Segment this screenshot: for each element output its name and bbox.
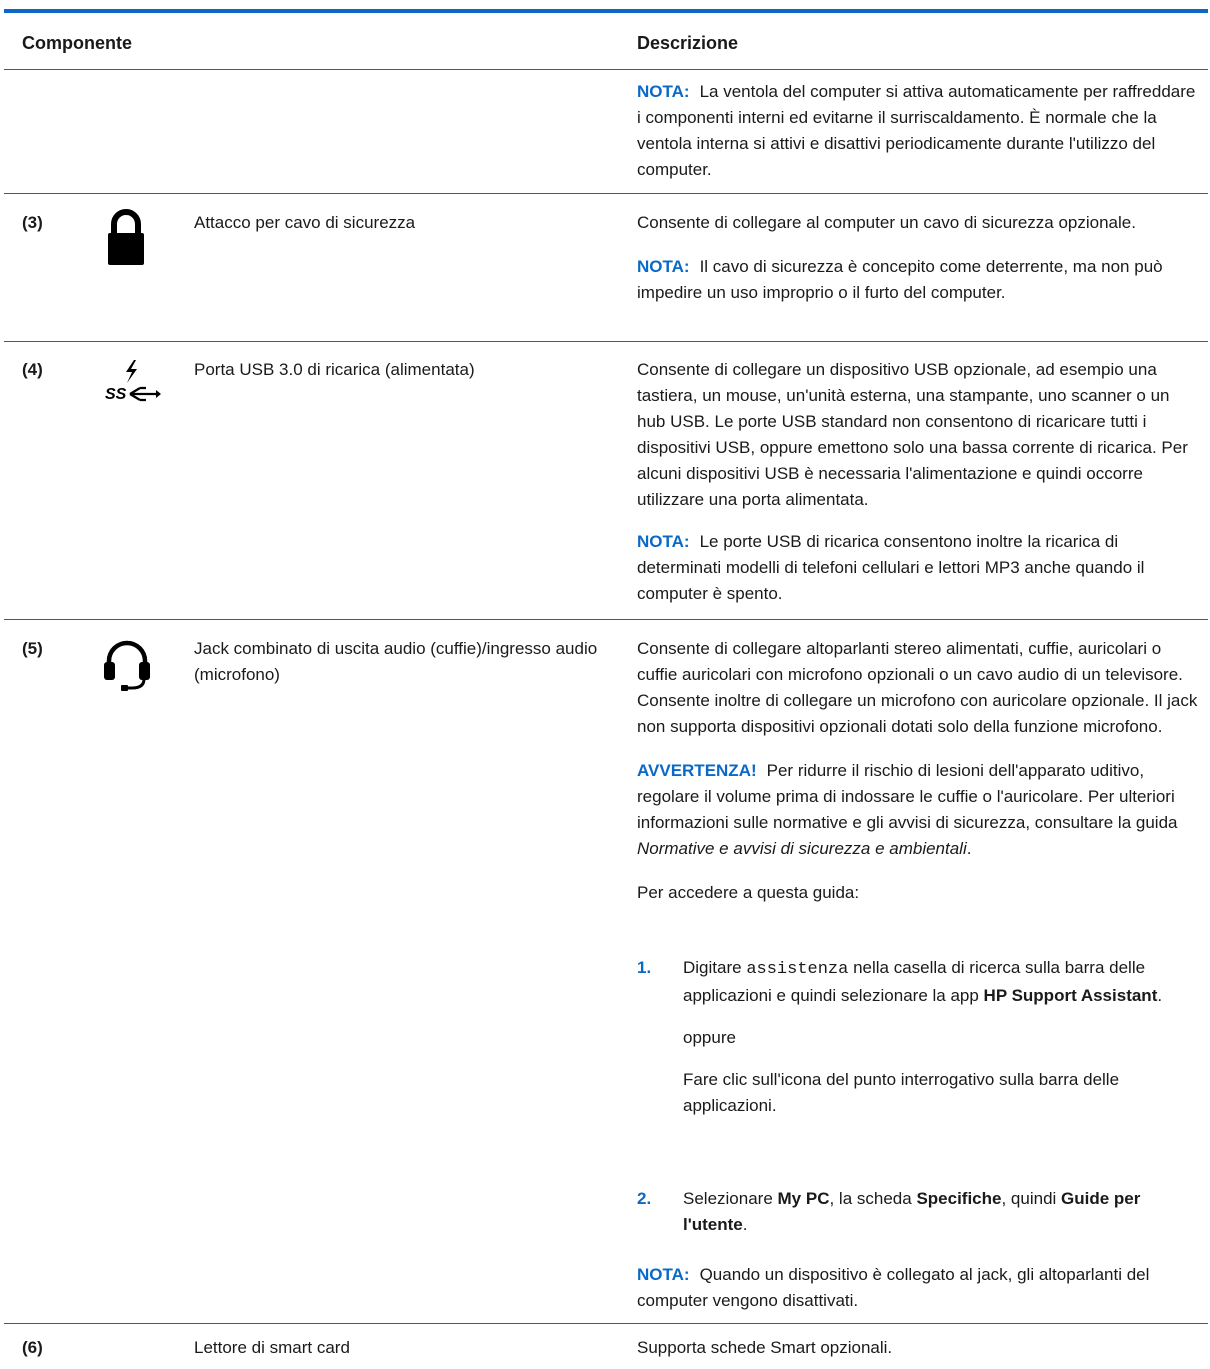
warning-text-end: . [966,839,972,858]
user-guides-link: Guide per l'utente [683,1189,1141,1234]
note-paragraph [637,529,1202,607]
note-paragraph [637,1262,1202,1314]
header-divider [4,69,1208,70]
note-paragraph [637,254,1202,306]
step-text: nella casella di ricerca sulla barra delle applicazioni e quindi selezionare la app [683,958,1146,1005]
table-row-continuation [637,79,1202,183]
alt-step-text: Fare clic sull'icona del punto interrogativo sulla barra delle applicazioni. [683,1070,1120,1115]
step-2 [683,1186,1203,1238]
row-number: (6) [22,1338,43,1357]
row-number: (5) [22,639,43,658]
description-text: Consente di collegare al computer un cavo di sicurezza opzionale. [637,213,1136,232]
note-label: NOTA: [637,82,690,101]
usb-charging-icon [104,357,162,415]
note-text: Il cavo di sicurezza è concepito come deterrente, ma non può impedire un uso improprio o il furto del computer. [637,257,1163,302]
or-text: oppure [683,1028,736,1047]
warning-text: Per ridurre il rischio di lesioni dell'apparato uditivo, regolare il volume prima di indossare le cuffie o l'auricolare. Per ulteriori informazioni sulle normative e gli avvisi di sicurezza, consultare la guida [637,761,1178,832]
step-text: , la scheda [829,1189,917,1208]
note-paragraph [637,79,1202,183]
warning-label: AVVERTENZA! [637,761,757,780]
component-description [637,636,1202,906]
step-text-end: . [1157,986,1163,1005]
note-label: NOTA: [637,1265,690,1284]
row-number: (3) [22,213,43,232]
step-text: Selezionare [683,1189,778,1208]
component-description [637,357,1202,607]
component-name: Jack combinato di uscita audio (cuffie)/ingresso audio (microfono) [194,639,598,684]
component-name: Porta USB 3.0 di ricarica (alimentata) [194,360,475,379]
search-term: assistenza [746,960,849,979]
access-intro: Per accedere a questa guida: [637,883,860,902]
column-header-component: Componente [22,33,132,53]
note-text: La ventola del computer si attiva automaticamente per raffreddare i componenti interni ed evitarne il surriscaldamento. È normale che la ventola interna si attivi e disattivi periodicamente durante l'utilizzo del computer. [637,82,1196,179]
row-divider [4,341,1208,342]
tab-specifiche: Specifiche [916,1189,1002,1208]
step-text-end: . [742,1215,748,1234]
description-text: Consente di collegare un dispositivo USB opzionale, ad esempio una tastiera, un mouse, un'unità esterna, una stampante, uno scanner o un hub USB. Le porte USB standard non consentono di ricaricare tutti i dispositivi USB, oppure emettono solo una bassa corrente di ricarica. Per alcuni dispositivi USB è necessaria l'alimentazione e quindi occorre utilizzare una porta alimentata. [637,360,1188,509]
component-name: Attacco per cavo di sicurezza [194,213,416,232]
app-name: HP Support Assistant [983,986,1158,1005]
row-number: (4) [22,360,43,379]
step-text: Digitare [683,958,747,977]
warning-paragraph [637,758,1202,862]
column-header-description: Descrizione [637,33,739,53]
menu-my-pc: My PC [777,1189,830,1208]
note-label: NOTA: [637,257,690,276]
table-top-rule [4,9,1208,13]
step-number: 2. [637,1189,652,1208]
lock-icon [106,208,146,274]
step-number: 1. [637,958,652,977]
svg-text:SS: SS [105,386,127,403]
component-description [637,210,1202,306]
note-text: Quando un dispositivo è collegato al jack, gli altoparlanti del computer vengono disattivati. [637,1265,1150,1310]
component-description: Supporta schede Smart opzionali. [637,1338,893,1357]
row-divider [4,193,1208,194]
description-text: Consente di collegare altoparlanti stereo alimentati, cuffie, auricolari o cuffie auricolari con microfono opzionali o un cavo audio di un televisore. Consente inoltre di collegare un microfono con auricolare opzionale. Il jack non supporta dispositivi opzionali dotati solo della funzione microfono. [637,639,1198,736]
step-1 [683,955,1203,1119]
row-divider [4,619,1208,620]
note-label: NOTA: [637,532,690,551]
row-divider [4,1323,1208,1324]
note-text: Le porte USB di ricarica consentono inoltre la ricarica di determinati modelli di telefoni cellulari e lettori MP3 anche quando il computer è spento. [637,532,1145,603]
step-text: , quindi [1001,1189,1062,1208]
headset-icon [102,638,152,700]
component-name: Lettore di smart card [194,1338,350,1357]
guide-title: Normative e avvisi di sicurezza e ambientali [637,839,967,858]
